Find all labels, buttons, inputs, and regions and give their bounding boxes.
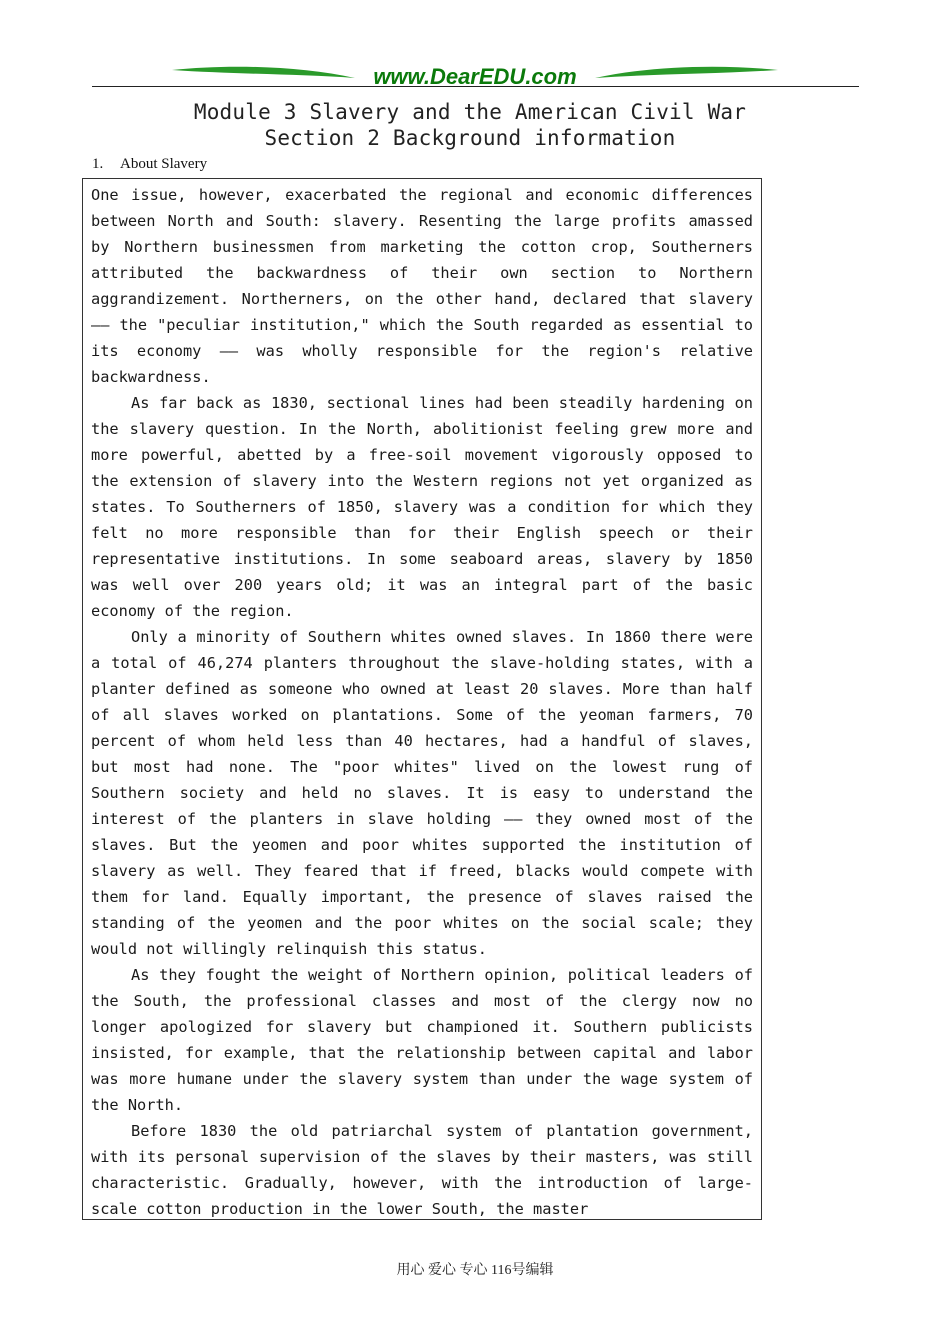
page-footer: 用心 爱心 专心 116号编辑 bbox=[396, 1263, 554, 1278]
paragraph-3: Only a minority of Southern whites owned slaves. In 1860 there were a total of 46,274 planters throughout the slave-holding states, with a planter defined as someone who owned at least 20 slaves. More than half of all slaves worked on plantations. Some of the yeoman farmers, 70 percent of whom held less than 40 hectares, had a handful of slaves, but most had none. The "poor whites" lived on the lowest rung of Southern society and held no slaves. It is easy to understand the interest of the planters in slave holding —— they owned most of the slaves. But the yeomen and poor whites supported the institution of slavery as well. They feared that if freed, blacks would compete with them for land. Equally important, the presence of slaves raised the standing of the yeomen and the poor whites on the social scale; they would not willingly relinquish this status. bbox=[91, 628, 753, 958]
right-swoosh-graphic bbox=[595, 67, 778, 78]
paragraph-2: As far back as 1830, sectional lines had been steadily hardening on the slavery question. In the North, abolitionist feeling grew more and more powerful, abetted by a free-soil movement vigorously opposed to the extension of slavery into the Western regions not yet organized as states. To Southerners of 1850, slavery was a condition for which they felt no more responsible than for their English speech or their representative institutions. In some seaboard areas, slavery by 1850 was well over 200 years old; it was an integral part of the basic economy of the region. bbox=[91, 394, 753, 620]
left-swoosh-graphic bbox=[172, 67, 355, 78]
section-number: 1. bbox=[92, 156, 104, 172]
page-subtitle: Section 2 Background information bbox=[264, 126, 676, 150]
site-logo-text: www.DearEDU.com bbox=[373, 64, 577, 89]
header-rule bbox=[92, 86, 859, 87]
text-box bbox=[82, 178, 762, 1220]
paragraph-4: As they fought the weight of Northern opinion, political leaders of the South, the professional classes and most of the clergy now no longer apologized for slavery but championed it. Southern publicists insisted, for example, that the relationship between capital and labor was more humane under the slavery system than under the wage system of the North. bbox=[91, 966, 753, 1114]
section-label: About Slavery bbox=[120, 156, 208, 172]
paragraph-1: One issue, however, exacerbated the regional and economic differences between North and South: slavery. Resenting the large profits amassed by Northern businessmen from marketing the cotton crop, Southerners attributed the backwardness of their own section to Northern aggrandizement. Northerners, on the other hand, declared that slavery —— the "peculiar institution," which the South regarded as essential to its economy —— was wholly responsible for the region's relative backwardness. bbox=[91, 186, 753, 386]
paragraph-5: Before 1830 the old patriarchal system of plantation government, with its personal supervision of the slaves by their masters, was still characteristic. Gradually, however, with the introduction of large-scale cotton production in the lower South, the master bbox=[91, 1122, 753, 1218]
page-title: Module 3 Slavery and the American Civil War bbox=[193, 100, 747, 124]
section-heading bbox=[92, 156, 207, 173]
